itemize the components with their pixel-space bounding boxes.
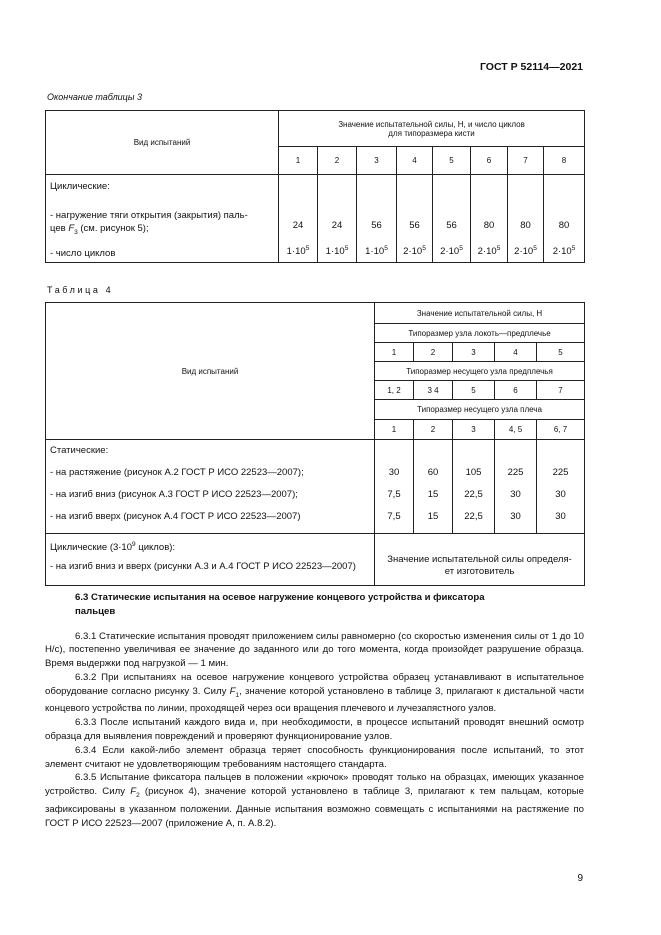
force-symbol: F: [68, 223, 75, 234]
shoulder-size-cell: 6, 7: [537, 420, 585, 440]
cycles-value: $1\cdot 10^5$: [365, 245, 388, 258]
row-label-cycles: - число циклов: [50, 247, 116, 259]
cycles-value: $2\cdot 10^5$: [514, 245, 537, 258]
cycles-value: $2\cdot 10^5$: [440, 245, 463, 258]
manufacturer-note-line-2: ет изготовитель: [444, 566, 515, 577]
table-3-data-row: [46, 175, 585, 263]
table-4-header-elbow: Типоразмер узла локоть—предплечье: [375, 324, 585, 343]
manufacturer-note: [375, 534, 585, 586]
value-column: 30 7,5 7,5: [375, 440, 414, 534]
table-4-header-force: Значение испытательной силы, Н: [375, 303, 585, 324]
forearm-size-cell: 3 4: [414, 381, 453, 400]
manufacturer-note-line-1: Значение испытательной силы определя-: [387, 554, 572, 565]
table-3-group-header-line-2: для типоразмера кисти: [388, 128, 475, 138]
paragraph-6-3-1: 6.3.1 Статические испытания проводят приложением силы равномерно (со скоростью изменения силы от 1 до 10 Н/с), постепенно увеличивая ее значение до заданного или до того момента, когда произойдет разрушение образца. Время выдержки под нагрузкой — 1 мин.: [45, 630, 584, 670]
table-4-caption: Таблица 4: [47, 285, 114, 295]
value-column: 105 22,5 22,5: [453, 440, 495, 534]
elbow-size-cell: 1: [375, 343, 414, 362]
value-cell: [433, 175, 471, 263]
force-value: 24: [292, 220, 304, 231]
force-value: 56: [371, 220, 382, 231]
row-label-pull-tail: (см. рисунок 5);: [77, 223, 149, 234]
force-value: 24: [331, 220, 343, 231]
cycles-value: $1\cdot 10^5$: [325, 245, 349, 258]
forearm-size-cell: 5: [453, 381, 495, 400]
value-column: 225 30 30: [495, 440, 537, 534]
force-value: 56: [409, 220, 420, 231]
section-6-3: [45, 591, 584, 831]
static-label: Статические:: [50, 445, 109, 456]
section-heading-line-1: 6.3 Статические испытания на осевое нагружение концевого устройства и фиксатора: [75, 592, 485, 603]
elbow-size-cell: 2: [414, 343, 453, 362]
table-4-cyclic-row: [46, 534, 585, 586]
value-cell: [357, 175, 397, 263]
size-cell: 7: [508, 147, 544, 175]
size-cell: 5: [433, 147, 471, 175]
table-3-row-labels: [46, 175, 279, 263]
document-number: ГОСТ Р 52114—2021: [479, 61, 583, 73]
shoulder-size-cell: 3: [453, 420, 495, 440]
value-cell: [471, 175, 508, 263]
cycles-value: $1\cdot 10^5$: [286, 245, 310, 258]
value-cell: [279, 175, 318, 263]
paragraph-6-3-4: 6.3.4 Если какой-либо элемент образца теряет способность функционирования после испытаний, то этот элемент считают не удовлетворяющим требованиям настоящего стандарта.: [45, 744, 584, 770]
page-number: 9: [577, 873, 583, 884]
cyclic-labels: [46, 534, 375, 586]
table-3-caption: Окончание таблицы 3: [47, 92, 142, 102]
size-cell: 2: [318, 147, 357, 175]
table-4: [45, 302, 585, 586]
row-label: - на изгиб вниз (рисунок А.3 ГОСТ Р ИСО 22523—2007);: [50, 489, 298, 500]
table-3-group-header-line-1: Значение испытательной силы, Н, и число циклов: [338, 119, 525, 129]
force-value: 80: [520, 220, 531, 231]
table-3-group-header: [279, 111, 585, 147]
cycles-value: $2\cdot 10^5$: [552, 245, 576, 258]
table-4-static-rows: [46, 440, 585, 534]
value-column: 60 15 15: [414, 440, 453, 534]
elbow-size-cell: 3: [453, 343, 495, 362]
shoulder-size-cell: 1: [375, 420, 414, 440]
value-cell: [318, 175, 357, 263]
size-cell: 3: [357, 147, 397, 175]
force-value: 56: [446, 220, 457, 231]
size-cell: 1: [279, 147, 318, 175]
row-label: - на изгиб вниз и вверх (рисунки А.3 и А.4 ГОСТ Р ИСО 22523—2007): [50, 561, 356, 572]
value-cell: [508, 175, 544, 263]
size-cell: 6: [471, 147, 508, 175]
value-cell: [544, 175, 585, 263]
section-heading: [75, 591, 584, 619]
forearm-size-cell: 1, 2: [375, 381, 414, 400]
shoulder-size-cell: 4, 5: [495, 420, 537, 440]
forearm-size-cell: 7: [537, 381, 585, 400]
row-label: - на растяжение (рисунок А.2 ГОСТ Р ИСО 22523—2007);: [50, 467, 304, 478]
cycles-value: $2\cdot 10^5$: [403, 245, 426, 258]
elbow-size-cell: 5: [537, 343, 585, 362]
force-value: 80: [483, 220, 495, 231]
elbow-size-cell: 4: [495, 343, 537, 362]
force-value: 80: [558, 220, 570, 231]
table-4-header-shoulder: Типоразмер несущего узла плеча: [375, 400, 585, 420]
value-cell: [397, 175, 433, 263]
table-3: [45, 110, 585, 263]
table-4-header-forearm: Типоразмер несущего узла предплечья: [375, 362, 585, 381]
paragraph-6-3-3: 6.3.3 После испытаний каждого вида и, при необходимости, в процессе испытаний проводят внешний осмотр образца для выявления повреждений и проверяют функционирование узлов.: [45, 717, 584, 743]
table-3-column-header: Вид испытаний: [46, 111, 279, 175]
cyclic-label: Циклические ($3\cdot 10^9$ циклов):: [50, 541, 176, 554]
value-column: 225 30 30: [537, 440, 585, 534]
table-4-column-header: Вид испытаний: [46, 303, 375, 440]
cyclic-label: Циклические:: [50, 181, 110, 192]
cycles-value: $2\cdot 10^5$: [477, 245, 501, 258]
shoulder-size-cell: 2: [414, 420, 453, 440]
row-label: - на изгиб вверх (рисунок А.4 ГОСТ Р ИСО 22523—2007): [50, 511, 301, 522]
size-cell: 4: [397, 147, 433, 175]
paragraph-6-3-5: 6.3.5 Испытание фиксатора пальцев в положении «крючок» проводят только на образцах, имеющих указанное устройство. Силу $F_2$ (рисунок 4), значение которой установлено в таблице 3, прилагают к тем пальцам, которые зафиксированы в указанном положении. Данные испытания возможно совмещать с испытаниями на растяжение по ГОСТ Р ИСО 22523—2007 (приложение А, п. А.8.2).: [45, 772, 584, 829]
row-label-pull-line-1: - нагружение тяги открытия (закрытия) паль-: [50, 210, 248, 221]
row-label-pull: [50, 209, 274, 239]
size-cell: 8: [544, 147, 585, 175]
static-labels: [46, 440, 375, 534]
forearm-size-cell: 6: [495, 381, 537, 400]
paragraph-6-3-2: 6.3.2 При испытаниях на осевое нагружение концевого устройства образец устанавливают в испытательное оборудование согласно рисунку 3. Силу $F_1$, значение которой установлено в таблице 3, прилагают к дистальной части концевого устройства по линии, проходящей через оси вращения плечевого и лучезапястного узлов.: [45, 671, 584, 715]
section-heading-line-2: пальцев: [75, 605, 116, 617]
row-label-pull-word: цев: [50, 223, 66, 234]
force-subscript: 3: [74, 228, 78, 236]
